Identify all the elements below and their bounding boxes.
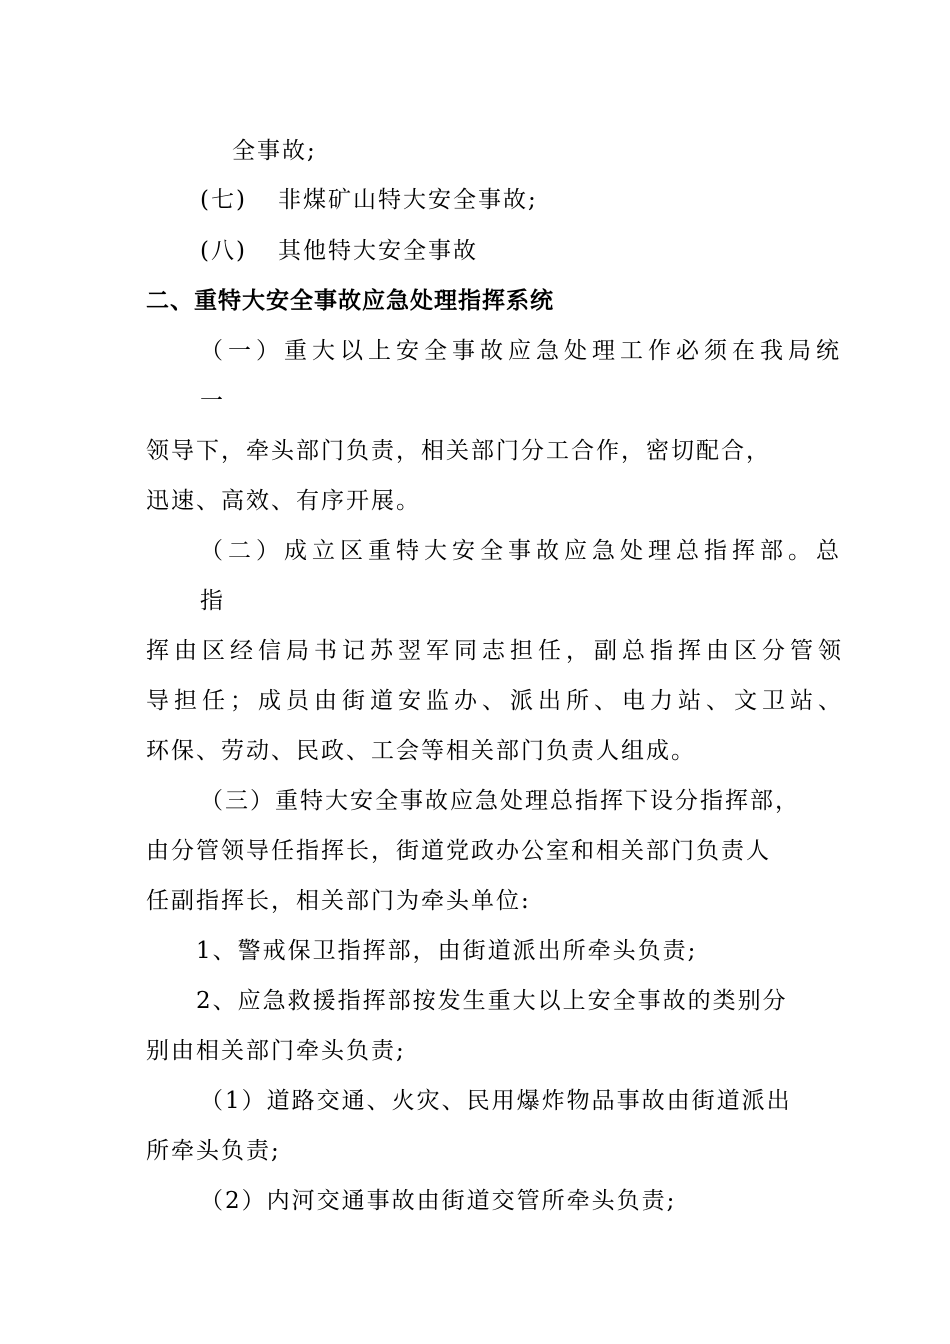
text-line: 任副指挥长，相关部门为牵头单位: bbox=[146, 888, 531, 914]
text-line: 环保、劳动、民政、工会等相关部门负责人组成。 bbox=[146, 738, 696, 764]
text-line: 领导下，牵头部门负责，相关部门分工合作，密切配合， bbox=[146, 438, 771, 464]
list-item-8 bbox=[200, 236, 478, 266]
text-line: 一 bbox=[200, 388, 225, 414]
text-line: 1、警戒保卫指挥部，由街道派出所牵头负责; bbox=[196, 938, 698, 964]
text-line: （二）成立区重特大安全事故应急处理总指挥部。总 bbox=[200, 538, 844, 564]
text-line: 别由相关部门牵头负责; bbox=[146, 1038, 406, 1064]
text-line: 迅速、高效、有序开展。 bbox=[146, 488, 421, 514]
text-line: （2）内河交通事故由街道交管所牵头负责; bbox=[200, 1188, 677, 1214]
text-line: （1）道路交通、火灾、民用爆炸物品事故由街道派出 bbox=[200, 1088, 792, 1114]
list-text: 其他特大安全事故 bbox=[278, 238, 478, 264]
section-heading: 二、重特大安全事故应急处理指挥系统 bbox=[146, 287, 554, 314]
text-line: 所牵头负责; bbox=[146, 1138, 281, 1164]
list-item-7 bbox=[200, 185, 538, 215]
list-number: (七) bbox=[200, 187, 247, 213]
list-number: (八) bbox=[200, 238, 247, 264]
text-line: （三）重特大安全事故应急处理总指挥下设分指挥部， bbox=[200, 788, 800, 814]
text-line: 2、应急救援指挥部按发生重大以上安全事故的类别分 bbox=[196, 988, 788, 1014]
text-line: 指 bbox=[200, 588, 225, 614]
text-line: （一）重大以上安全事故应急处理工作必须在我局统 bbox=[200, 338, 844, 364]
text-line: 由分管领导任指挥长，街道党政办公室和相关部门负责人 bbox=[146, 838, 771, 864]
text-line: 挥由区经信局书记苏翌军同志担任，副总指挥由区分管领 bbox=[146, 638, 846, 664]
text-line: 导担任；成员由街道安监办、派出所、电力站、文卫站、 bbox=[146, 688, 846, 714]
text-line: 全事故; bbox=[232, 138, 317, 164]
list-text: 非煤矿山特大安全事故; bbox=[278, 187, 538, 213]
